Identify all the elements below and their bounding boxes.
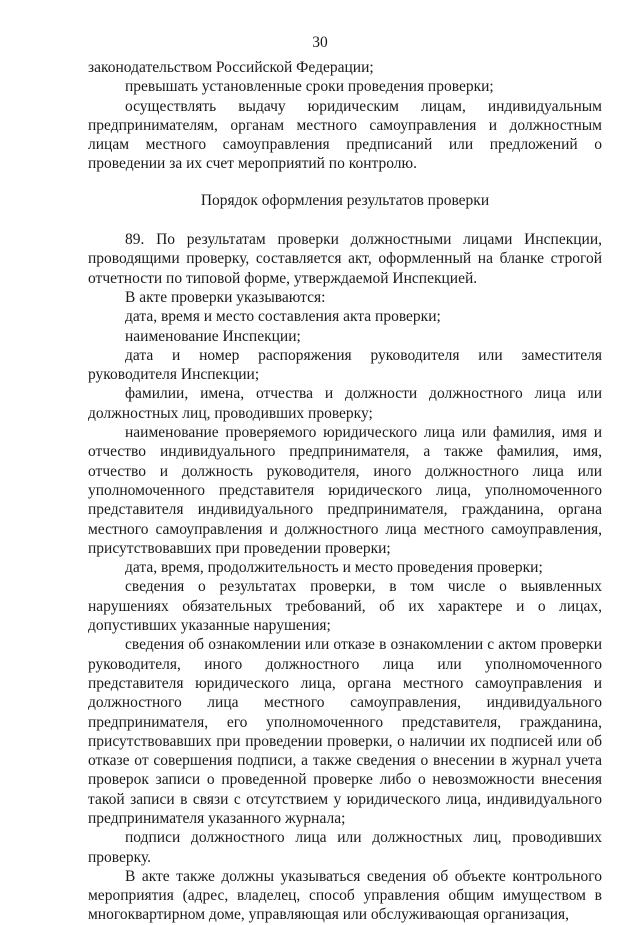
list-item: наименование Инспекции; — [125, 327, 301, 345]
list-item: фамилии, имена, отчества и должности должностного лица или должностных лиц, проводивших проверку; — [88, 385, 602, 422]
paragraph-deadline: превышать установленные сроки проведения проверки; — [125, 78, 494, 96]
paragraph-89: 89. По результатам проверки должностными лицами Инспекции, проводящими проверку, составляется акт, оформленный на бланке строгой отчетности по типовой форме, утверждаемой Инспекцией. — [88, 231, 602, 287]
list-item: сведения об ознакомлении или отказе в ознакомлении с актом проверки руководителя, иного должностного лица или уполномоченного представителя юридического лица, органа местного самоуправления и должностного лица местного самоуправления, индивидуального предпринимателя, его уполномоченного представителя, гражданина, присутствовавших при проведении проверки, о наличии их подписей или об отказе от совершения подписи, а также сведения о внесении в журнал учета проверок записи о проведенной проверке либо о невозможности внесения такой записи в связи с отсутствием у юридического лица, индивидуального предпринимателя указанного журнала; — [88, 636, 602, 827]
paragraph-orders: осуществлять выдачу юридическим лицам, индивидуальным предпринимателям, органам местного самоуправления и должностным лицам местного самоуправления предписаний или предложений о проведении за их счет мероприятий по контролю. — [88, 97, 602, 173]
section-heading: Порядок оформления результатов проверки — [200, 191, 490, 209]
list-item: дата, время, продолжительность и место проведения проверки; — [125, 559, 543, 577]
list-item: дата и номер распоряжения руководителя или заместителя руководителя Инспекции; — [88, 346, 602, 384]
list-item: наименование проверяемого юридического лица или фамилия, имя и отчество индивидуального предпринимателя, а также фамилия, имя, отчество и должность руководителя, иного должностного лица или уполномоченного представителя юридического лица, уполномоченного представителя индивидуального предпринимателя, гражданина, органа местного самоуправления и должностного лица местного самоуправления, присутствовавших при проведении проверки; — [88, 424, 602, 557]
document-body — [88, 58, 602, 925]
paragraph-object-info: В акте также должны указываться сведения об объекте контрольного мероприятия (адрес, владелец, способ управления общим имуществом в многоквартирном доме, управляющая или обслуживающая организация, — [88, 867, 602, 924]
paragraph-continuation: законодательством Российской Федерации; — [88, 59, 374, 76]
list-item: дата, время и место составления акта проверки; — [125, 308, 441, 326]
page-number: 30 — [312, 34, 328, 51]
list-item: подписи должностного лица или должностных лиц, проводивших проверку. — [88, 829, 602, 866]
list-item: сведения о результатах проверки, в том числе о выявленных нарушениях обязательных требований, об их характере и о лицах, допустивших указанные нарушения; — [88, 578, 602, 635]
list-intro: В акте проверки указываются: — [125, 288, 326, 306]
